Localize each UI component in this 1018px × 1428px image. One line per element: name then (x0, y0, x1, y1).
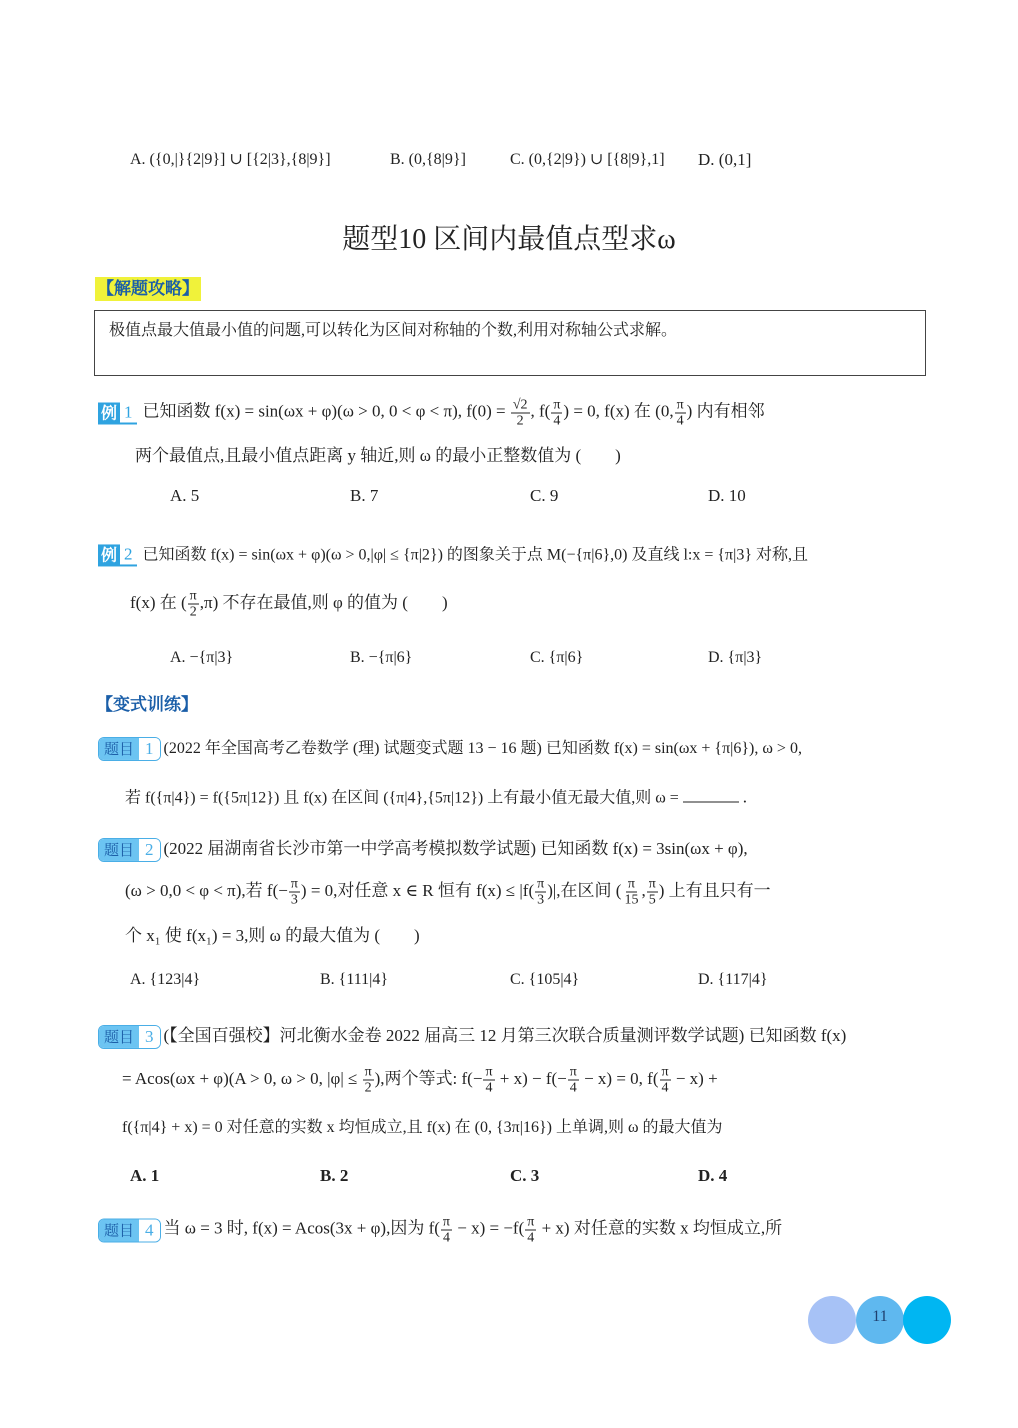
problem-badge (98, 1218, 161, 1242)
option-b: B. (0,{8|9}] (390, 151, 466, 168)
example-1-option-a: A. 5 (170, 486, 200, 505)
fraction: $\frac{\pi}{3}$ (537, 876, 545, 908)
problem-3-option-d: D. 4 (698, 1166, 728, 1185)
option-a: A. ({0,|}{2|9}] ∪ [{2|3},{8|9}] (130, 151, 331, 168)
problem-3-option-c: C. 3 (510, 1166, 540, 1185)
strategy-text: 极值点最大值最小值的问题,可以转化为区间对称轴的个数,利用对称轴公式求解。 (109, 322, 678, 339)
section-title: 题型10 区间内最值点型求ω (342, 224, 676, 255)
fraction: $\frac{\pi}{4}$ (442, 1214, 450, 1246)
problem-3-line-2: = Acos(ωx + φ)(A > 0, ω > 0, |φ| ≤ $\frac{\pi}{2}$ ),两个等式: f(− $\frac{\pi}{4}$ + x) − f(− $\frac{\pi}{4}$ − x) = 0, f( $\frac{\pi}{4}$ − x) + (122, 1064, 718, 1096)
badge-label: 例 (98, 402, 120, 424)
badge-number: 2 (120, 545, 137, 567)
practice-heading: 【变式训练】 (96, 695, 198, 715)
example-2-option-b: B. −{π|6} (350, 649, 413, 666)
example-2-option-c: C. {π|6} (530, 649, 584, 666)
fraction: $\frac{\pi}{5}$ (648, 876, 656, 908)
example-1-option-d: D. 10 (708, 486, 746, 505)
problem-2-line-1 (98, 838, 748, 862)
question-text: 已知函数 f(x) = sin(ωx + φ)(ω > 0,|φ| ≤ {π|2}) 的图象关于点 M(−{π|6},0) 及直线 l:x = {π|3} 对称,且 (142, 546, 809, 564)
problem-3-option-b: B. 2 (320, 1166, 349, 1185)
problem-4-line-1 (98, 1215, 782, 1246)
badge-number: 1 (120, 402, 137, 424)
example-badge (98, 545, 137, 567)
question-text: 若 f({π|4}) = f({5π|12}) 且 f(x) 在区间 ({π|4},{5π|12}) 上有最小值无最大值,则 ω = (125, 789, 679, 807)
badge-number: 4 (139, 1219, 160, 1241)
example-badge (98, 402, 137, 424)
badge-label: 例 (98, 545, 120, 567)
problem-3-option-a: A. 1 (130, 1166, 160, 1185)
strategy-label: 【解题攻略】 (97, 279, 199, 299)
question-text: (2022 年全国高考乙卷数学 (理) 试题变式题 13 − 16 题) 已知函数 f(x) = sin(ωx + {π|6}), ω > 0, (163, 739, 802, 757)
option-c: C. (0,{2|9}) ∪ [{8|9},1] (510, 151, 665, 168)
badge-label: 题目 (99, 738, 139, 760)
problem-2-option-c: C. {105|4} (510, 971, 580, 988)
example-2-option-d: D. {π|3} (708, 649, 763, 666)
question-text: (2022 届湖南省长沙市第一中学高考模拟数学试题) 已知函数 f(x) = 3sin(ωx + φ), (163, 838, 748, 858)
example-1-line-1 (98, 398, 765, 429)
problem-2-line-3: 个 x₁ 使 f(x₁) = 3,则 ω 的最大值为 ( ) (125, 926, 420, 945)
fraction: $\frac{\pi}{4}$ (527, 1214, 535, 1246)
question-text: (【全国百强校】河北衡水金卷 2022 届高三 12 月第三次联合质量测评数学试题) 已知函数 f(x) (163, 1025, 847, 1045)
fraction: $\frac{\pi}{4}$ (553, 397, 561, 429)
problem-2-option-d: D. {117|4} (698, 971, 768, 988)
period: . (742, 787, 748, 807)
fraction: $\frac{\pi}{4}$ (661, 1064, 669, 1096)
example-2-line-1 (98, 543, 808, 566)
page-number: 11 (872, 1308, 888, 1325)
badge-label: 题目 (99, 1219, 139, 1241)
question-text: 已知函数 f(x) = sin(ωx + φ)(ω > 0, 0 < φ < π), f(0) = $\frac{√2}{2}$ , f( $\frac{\pi}{4}$ ) = 0, f(x) 在 (0, $\frac{\pi}{4}$ ) 内有相邻 (142, 397, 765, 429)
example-1-option-c: C. 9 (530, 486, 559, 505)
badge-label: 题目 (99, 1026, 139, 1048)
page-decoration-circle (903, 1296, 951, 1344)
answer-blank[interactable] (683, 802, 739, 803)
problem-2-option-a: A. {123|4} (130, 971, 201, 988)
problem-3-line-3: f({π|4} + x) = 0 对任意的实数 x 均恒成立,且 f(x) 在 (0, {3π|16}) 上单调,则 ω 的最大值为 (122, 1119, 723, 1136)
badge-number: 2 (139, 839, 160, 861)
example-1-option-b: B. 7 (350, 486, 379, 505)
problem-2-option-b: B. {111|4} (320, 971, 389, 988)
problem-1-line-2 (125, 787, 747, 810)
problem-badge (98, 737, 161, 761)
fraction: $\frac{\pi}{2}$ (364, 1064, 372, 1096)
fraction: $\frac{\pi}{4}$ (485, 1064, 493, 1096)
problem-2-line-2: (ω > 0,0 < φ < π),若 f(− $\frac{\pi}{3}$ ) = 0,对任意 x ∈ R 恒有 f(x) ≤ |f( $\frac{\pi}{3}$ )|,在区间 ( $\frac{\pi}{15}$ , $\frac{\pi}{5}$ ) 上有且只有一 (125, 876, 771, 908)
badge-number: 3 (139, 1026, 160, 1048)
fraction: $\frac{\pi}{4}$ (569, 1064, 577, 1096)
example-2-line-2: f(x) 在 ( $\frac{\pi}{2}$ ,π) 不存在最值,则 φ 的值为 ( ) (130, 588, 448, 620)
fraction: $\frac{\pi}{4}$ (676, 397, 684, 429)
badge-number: 1 (139, 738, 160, 760)
question-text: 当 ω = 3 时, f(x) = Acos(3x + φ),因为 f( $\frac{\pi}{4}$ − x) = −f( $\frac{\pi}{4}$ + x) 对任意的实数 x 均恒成立,所 (163, 1214, 783, 1246)
badge-label: 题目 (99, 839, 139, 861)
option-d: D. (0,1] (698, 150, 752, 169)
example-2-option-a: A. −{π|3} (170, 649, 234, 666)
strategy-box (94, 310, 926, 376)
example-1-line-2: 两个最值点,且最小值点距离 y 轴近,则 ω 的最小正整数值为 ( ) (135, 446, 621, 465)
problem-3-line-1 (98, 1025, 846, 1049)
problem-1-line-1 (98, 737, 802, 761)
fraction: $\frac{\pi}{3}$ (290, 876, 298, 908)
problem-badge (98, 1025, 161, 1049)
fraction: $\frac{\pi}{15}$ (624, 876, 639, 908)
page-decoration-circle (808, 1296, 856, 1344)
fraction: $\frac{√2}{2}$ (512, 397, 528, 429)
problem-badge (98, 838, 161, 862)
fraction: $\frac{\pi}{2}$ (189, 588, 197, 620)
